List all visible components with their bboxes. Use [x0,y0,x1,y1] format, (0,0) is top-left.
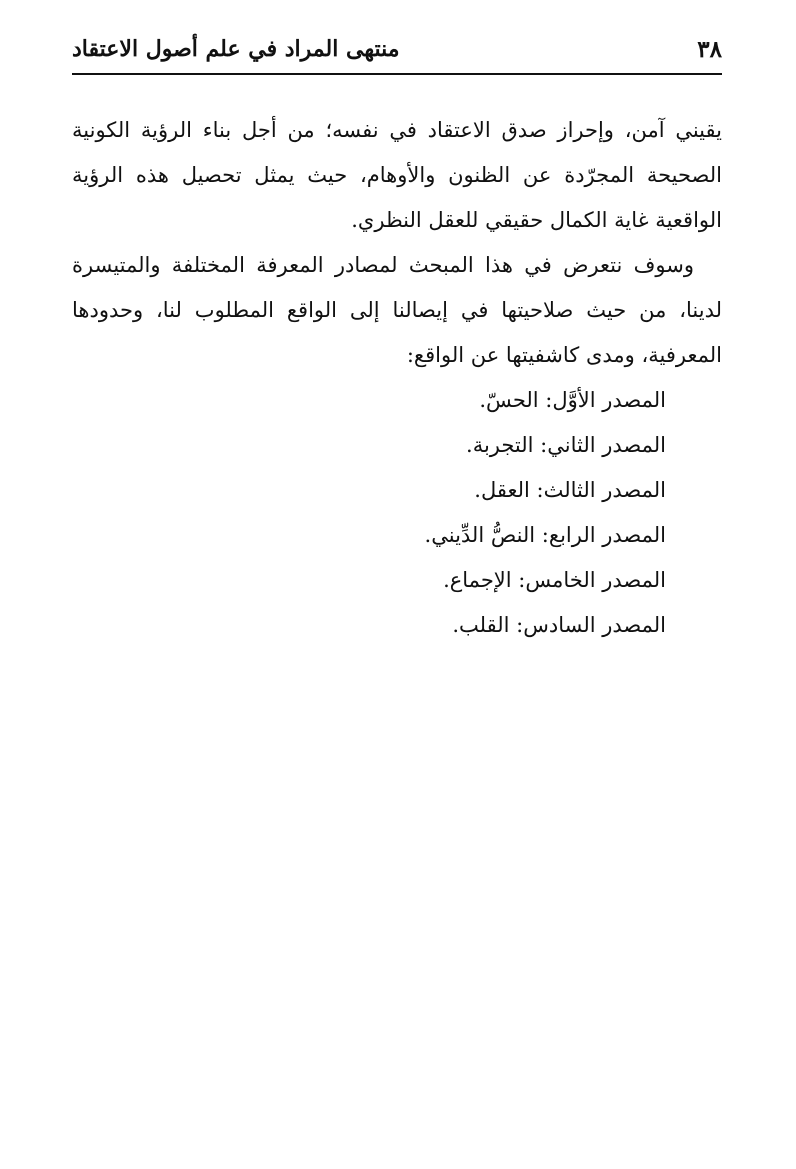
paragraph-1: يقيني آمن، وإحراز صدق الاعتقاد في نفسه؛ من أجل بناء الرؤية الكونية الصحيحة المجرّدة عن الظنون والأوهام، حيث يمثل تحصيل هذه الرؤية الواقعية غاية الكمال حقيقي للعقل النظري. [72,118,722,232]
sources-list [72,378,722,648]
source-item-4: المصدر الرابع: النصُّ الدِّيني. [424,523,666,547]
source-item-2: المصدر الثاني: التجربة. [466,433,666,457]
body-text [72,108,722,648]
paragraph-2: وسوف نتعرض في هذا المبحث لمصادر المعرفة المختلفة والمتيسرة لدينا، من حيث صلاحيتها في إيصالنا إلى الواقع المطلوب لنا، وحدودها المعرفية، ومدى كاشفيتها عن الواقع: [72,253,722,367]
page-header [72,32,722,72]
page-number: ٣٨ [697,36,722,63]
running-title: منتهى المراد في علم أصول الاعتقاد [72,36,400,62]
source-item-6: المصدر السادس: القلب. [452,613,666,637]
source-item-1: المصدر الأوَّل: الحسّ. [479,388,666,412]
header-rule [72,73,722,75]
source-item-5: المصدر الخامس: الإجماع. [443,568,666,592]
source-item-3: المصدر الثالث: العقل. [474,478,666,502]
